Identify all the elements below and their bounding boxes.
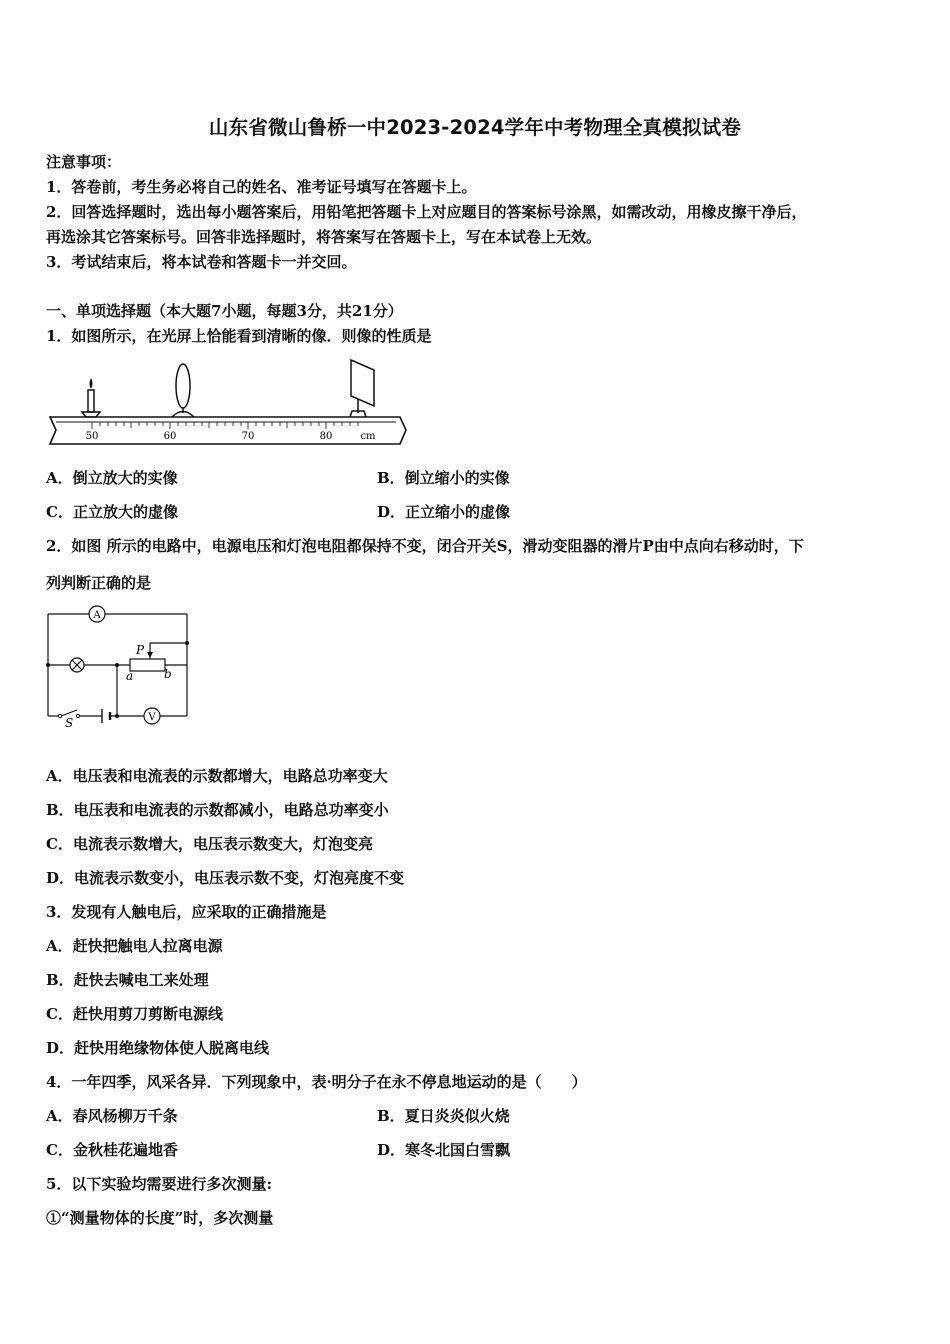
slider-label-p: P: [136, 643, 145, 657]
question-3-stem: 3．发现有人触电后，应采取的正确措施是: [46, 903, 327, 921]
q1-option-c: C．正立放大的虚像: [46, 503, 178, 521]
q3-option-c: C．赶快用剪刀剪断电源线: [46, 1005, 223, 1023]
question-5-item-1: ①“测量物体的长度”时，多次测量: [46, 1209, 274, 1227]
q3-option-a: A．赶快把触电人拉离电源: [46, 937, 223, 955]
ammeter-label: A: [93, 610, 101, 621]
notice-item-3: 3．考试结束后，将本试卷和答题卡一并交回。: [46, 253, 357, 271]
switch-label-s: S: [65, 716, 74, 730]
rheostat-end-a: a: [126, 669, 134, 683]
q3-option-b: B．赶快去喊电工来处理: [46, 971, 209, 989]
question-2-stem: 2．如图 所示的电路中，电源电压和灯泡电阻都保持不变，闭合开关S，滑动变阻器的滑片P由中点向右移动时，下: [46, 537, 804, 555]
ruler-rail: [50, 417, 406, 444]
notice-heading: 注意事项：: [46, 153, 122, 171]
q2-option-b: B．电压表和电流表的示数都减小，电路总功率变小: [46, 801, 389, 819]
voltmeter-label: V: [148, 712, 156, 723]
ruler-label-70: 70: [241, 431, 255, 442]
q2-option-d: D．电流表示数变小，电压表示数不变，灯泡亮度不变: [46, 869, 405, 887]
lamp-icon: [70, 658, 84, 672]
section-heading: 一、单项选择题（本大题7小题，每题3分，共21分）: [46, 302, 403, 320]
rheostat-end-b: b: [164, 667, 172, 681]
q2-option-a: A．电压表和电流表的示数都增大，电路总功率变大: [46, 767, 388, 785]
q4-option-a: A．春风杨柳万千条: [46, 1107, 178, 1125]
question-4-stem: 4．一年四季，风采各异．下列现象中，表·明分子在永不停息地运动的是（ ）: [46, 1073, 587, 1091]
ruler-unit-cm: cm: [360, 431, 376, 442]
q1-option-a: A．倒立放大的实像: [46, 469, 178, 487]
candle-icon: [82, 378, 100, 417]
q1-option-d: D．正立缩小的虚像: [377, 503, 511, 521]
notice-item-1: 1．答卷前，考生务必将自己的姓名、准考证号填写在答题卡上。: [46, 178, 477, 196]
circuit-diagram: [40, 600, 200, 730]
page-title: 山东省微山鲁桥一中2023-2024学年中考物理全真模拟试卷: [208, 116, 742, 139]
optical-bench-figure: [44, 356, 414, 456]
ruler-label-60: 60: [163, 431, 177, 442]
battery-icon: [102, 709, 110, 723]
q4-option-b: B．夏日炎炎似火烧: [377, 1107, 510, 1125]
q4-option-c: C．金秋桂花遍地香: [46, 1141, 178, 1159]
slider-arrow-icon: [147, 652, 153, 658]
q2-option-c: C．电流表示数增大，电压表示数变大，灯泡变亮: [46, 835, 373, 853]
light-screen-icon: [350, 360, 374, 417]
ruler-label-80: 80: [319, 431, 333, 442]
ruler-label-50: 50: [85, 431, 99, 442]
q4-option-d: D．寒冬北国白雪飘: [377, 1141, 511, 1159]
ammeter-icon: [89, 606, 105, 622]
notice-item-2: 2．回答选择题时，选出每小题答案后，用铅笔把答题卡上对应题目的答案标号涂黑，如需改动，用橡皮擦干净后，: [46, 203, 807, 221]
question-2-stem-cont: 列判断正确的是: [46, 574, 152, 592]
lens-icon: [172, 364, 194, 417]
question-5-stem: 5．以下实验均需要进行多次测量:: [46, 1175, 272, 1193]
notice-item-2-cont: 再选涂其它答案标号。回答非选择题时，将答案写在答题卡上，写在本试卷上无效。: [46, 228, 602, 246]
question-1-stem: 1．如图所示，在光屏上恰能看到清晰的像．则像的性质是: [46, 327, 432, 345]
q3-option-d: D．赶快用绝缘物体使人脱离电线: [46, 1039, 270, 1057]
voltmeter-icon: [144, 708, 160, 724]
q1-option-b: B．倒立缩小的实像: [377, 469, 510, 487]
